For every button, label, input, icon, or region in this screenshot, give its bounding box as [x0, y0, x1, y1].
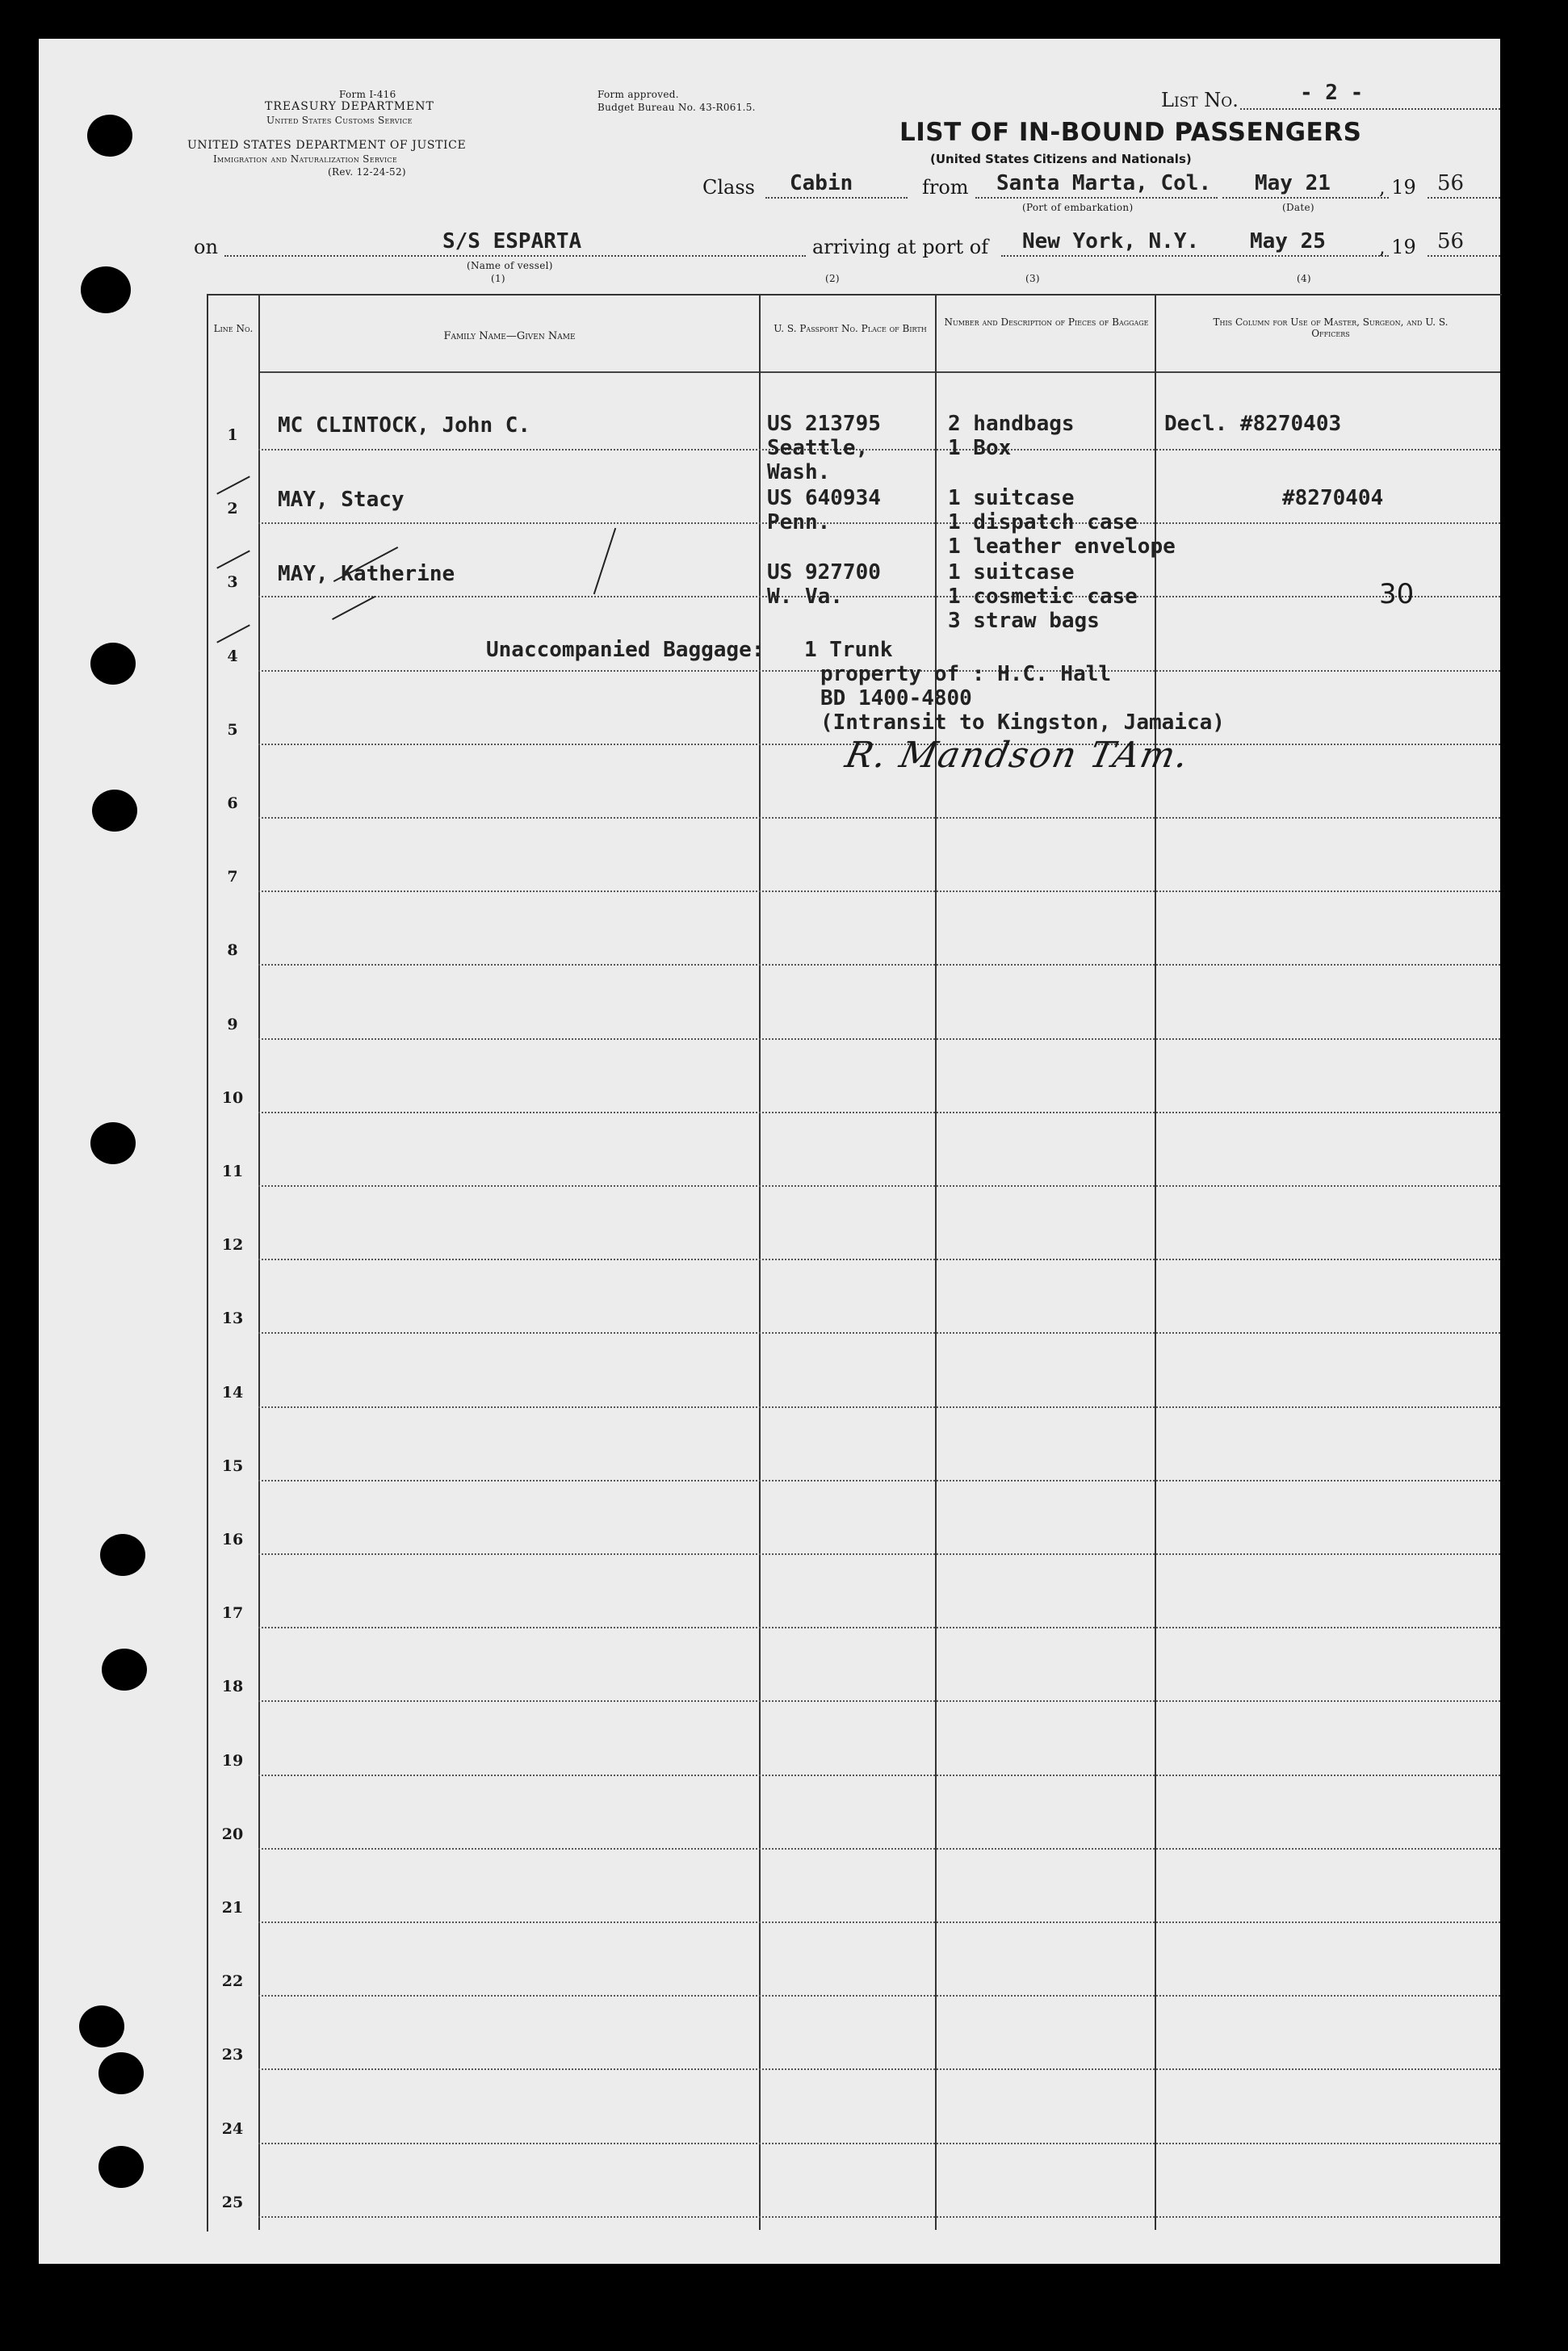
- header-officers: This Column for Use of Master, Surgeon, and U. S. Officers: [1213, 316, 1449, 339]
- col-num-3: (3): [1025, 273, 1040, 284]
- customs-service: United States Customs Service: [266, 115, 413, 126]
- line-number: 2: [227, 500, 238, 518]
- embark-port-caption: (Port of embarkation): [1022, 202, 1134, 213]
- passport-info: [767, 560, 881, 609]
- line-number: 19: [221, 1752, 244, 1770]
- row-rule: [258, 964, 1500, 966]
- baggage-item: 1 leather envelope: [948, 534, 1176, 559]
- col-rule: [935, 294, 937, 2230]
- manifest-sheet: [39, 39, 1500, 2264]
- form-subtitle: (United States Citizens and Nationals): [930, 152, 1192, 166]
- class-value: Cabin: [790, 171, 853, 195]
- line-number: 15: [221, 1457, 244, 1475]
- binder-hole: [87, 115, 132, 157]
- col-num-2: (2): [825, 273, 840, 284]
- header-passport: U. S. Passport No. Place of Birth: [774, 323, 927, 334]
- line-number: 14: [221, 1384, 244, 1402]
- row-rule: [258, 1921, 1500, 1923]
- dept-treasury: TREASURY DEPARTMENT: [265, 100, 434, 113]
- row-rule: [258, 1259, 1500, 1260]
- form-approved: Form approved.: [597, 89, 679, 100]
- header-rule: [258, 371, 1500, 373]
- baggage-item: 1 suitcase: [948, 486, 1075, 510]
- list-no-value: - 2 -: [1300, 81, 1364, 105]
- row-rule: [258, 891, 1500, 892]
- header-line-no: Line No.: [213, 323, 254, 334]
- on-label: on: [194, 236, 218, 258]
- line-number: 8: [227, 941, 238, 959]
- line-number: 22: [221, 1972, 244, 1990]
- passport-number: US 927700: [767, 560, 881, 585]
- unaccompanied-label: Unaccompanied Baggage:: [486, 638, 765, 662]
- line-number: 16: [221, 1531, 244, 1548]
- unaccompanied-details: [804, 638, 1225, 735]
- officer-note: Decl. #8270403: [1164, 412, 1342, 436]
- unaccompanied-line: 1 Trunk: [804, 638, 893, 662]
- embark-date-line: [1222, 197, 1389, 199]
- embark-port: Santa Marta, Col.: [996, 171, 1212, 195]
- immigration-service: Immigration and Naturalization Service: [213, 153, 397, 165]
- binder-hole: [102, 1649, 147, 1691]
- dept-justice: UNITED STATES DEPARTMENT OF JUSTICE: [187, 139, 467, 152]
- binder-hole: [79, 2005, 124, 2047]
- baggage-info: [948, 486, 1176, 559]
- baggage-item: 1 suitcase: [948, 560, 1075, 585]
- arrival-port: New York, N.Y.: [1022, 229, 1200, 254]
- arriving-label: arriving at port of: [812, 236, 989, 258]
- line-number: 10: [221, 1089, 244, 1107]
- baggage-info: [948, 412, 1075, 460]
- row-rule: [258, 1553, 1500, 1555]
- line-number: 12: [221, 1236, 244, 1254]
- unaccompanied-line: (Intransit to Kingston, Jamaica): [820, 710, 1225, 735]
- passport-info: [767, 486, 881, 534]
- class-label: Class: [702, 176, 755, 199]
- from-label: from: [922, 176, 969, 199]
- line-number: 13: [221, 1310, 244, 1327]
- binder-hole: [81, 266, 131, 313]
- line-number: 24: [221, 2120, 244, 2138]
- passport-number: US 213795: [767, 412, 881, 436]
- vessel-name: S/S ESPARTA: [442, 229, 582, 254]
- row-rule: [258, 1112, 1500, 1113]
- year-1: 56: [1437, 171, 1465, 195]
- binder-hole: [90, 643, 136, 685]
- col-rule: [759, 294, 761, 2230]
- arrival-date: May 25: [1250, 229, 1326, 254]
- year-prefix-1: , 19: [1379, 176, 1416, 199]
- year-line-1: [1428, 197, 1500, 199]
- list-no-label: List No.: [1161, 89, 1239, 111]
- year-line-2: [1428, 255, 1500, 257]
- binder-hole: [92, 790, 137, 832]
- passenger-name: MAY, Stacy: [278, 488, 405, 512]
- line-number: 20: [221, 1825, 244, 1843]
- col-rule: [207, 294, 208, 2230]
- passenger-name: MAY, Katherine: [278, 562, 455, 586]
- line-number: 6: [227, 794, 238, 812]
- birth-place: Penn.: [767, 510, 831, 534]
- form-number: Form I-416: [339, 89, 396, 100]
- unaccompanied-line: BD 1400-4800: [820, 686, 972, 710]
- birth-place: W. Va.: [767, 585, 843, 609]
- row-rule: [258, 1700, 1500, 1702]
- binder-hole: [99, 2146, 144, 2188]
- arrival-line: [1001, 255, 1389, 257]
- row-rule: [258, 2068, 1500, 2070]
- passport-info: [767, 412, 881, 484]
- birth-place: Seattle,: [767, 436, 869, 460]
- date-caption: (Date): [1282, 202, 1314, 213]
- binder-hole: [99, 2052, 144, 2094]
- row-rule: [258, 1038, 1500, 1040]
- row-rule: [258, 1627, 1500, 1628]
- year-2: 56: [1437, 229, 1465, 254]
- row-rule: [258, 1995, 1500, 1997]
- header-name: Family Name—Given Name: [443, 330, 576, 342]
- baggage-item: 1 cosmetic case: [948, 585, 1138, 609]
- row-rule: [258, 1185, 1500, 1187]
- line-number: 9: [227, 1016, 238, 1033]
- vessel-caption: (Name of vessel): [467, 260, 553, 271]
- vessel-line: [224, 255, 806, 257]
- row-rule: [258, 1775, 1500, 1776]
- form-title: LIST OF IN-BOUND PASSENGERS: [899, 118, 1362, 147]
- passport-number: US 640934: [767, 486, 881, 510]
- binder-hole: [100, 1534, 145, 1576]
- passenger-name: MC CLINTOCK, John C.: [278, 413, 531, 438]
- form-revision: (Rev. 12-24-52): [328, 166, 406, 178]
- line-number: 23: [221, 2046, 244, 2064]
- embark-port-line: [975, 197, 1218, 199]
- line-number: 3: [227, 573, 238, 591]
- line-number: 7: [227, 868, 238, 886]
- baggage-info: [948, 560, 1138, 633]
- col-num-4: (4): [1297, 273, 1311, 284]
- class-line: [765, 197, 908, 199]
- baggage-item: 1 dispatch case: [948, 510, 1138, 534]
- col-rule: [1155, 294, 1156, 2230]
- row-rule: [258, 817, 1500, 819]
- officer-note: 30: [1379, 578, 1415, 610]
- line-number: 25: [221, 2194, 244, 2211]
- officer-note: #8270404: [1282, 486, 1384, 510]
- line-number: 1: [227, 426, 238, 444]
- list-no-line: [1240, 108, 1500, 110]
- embark-date: May 21: [1255, 171, 1331, 195]
- row-rule: [258, 1332, 1500, 1334]
- row-rule: [258, 2216, 1500, 2218]
- line-number: 11: [221, 1163, 244, 1180]
- unaccompanied-line: property of : H.C. Hall: [820, 662, 1112, 686]
- row-rule: [258, 1480, 1500, 1481]
- baggage-item: 1 Box: [948, 436, 1012, 460]
- line-number: 18: [221, 1678, 244, 1695]
- binder-hole: [90, 1122, 136, 1164]
- baggage-item: 3 straw bags: [948, 609, 1100, 633]
- row-rule: [258, 1848, 1500, 1850]
- officer-signature: R. Mandson TAm.: [841, 735, 1194, 776]
- row-rule: [258, 2143, 1500, 2144]
- birth-place: Wash.: [767, 460, 831, 484]
- line-number: 4: [227, 647, 238, 665]
- year-prefix-2: , 19: [1379, 236, 1416, 258]
- row-rule: [258, 1406, 1500, 1408]
- header-baggage: Number and Description of Pieces of Baggage: [944, 316, 1149, 328]
- baggage-item: 2 handbags: [948, 412, 1075, 436]
- line-number: 21: [221, 1899, 244, 1917]
- col-num-1: (1): [491, 273, 505, 284]
- line-number: 5: [227, 721, 238, 739]
- col-rule: [258, 294, 260, 2230]
- line-number: 17: [221, 1604, 244, 1622]
- budget-bureau: Budget Bureau No. 43-R061.5.: [597, 102, 756, 113]
